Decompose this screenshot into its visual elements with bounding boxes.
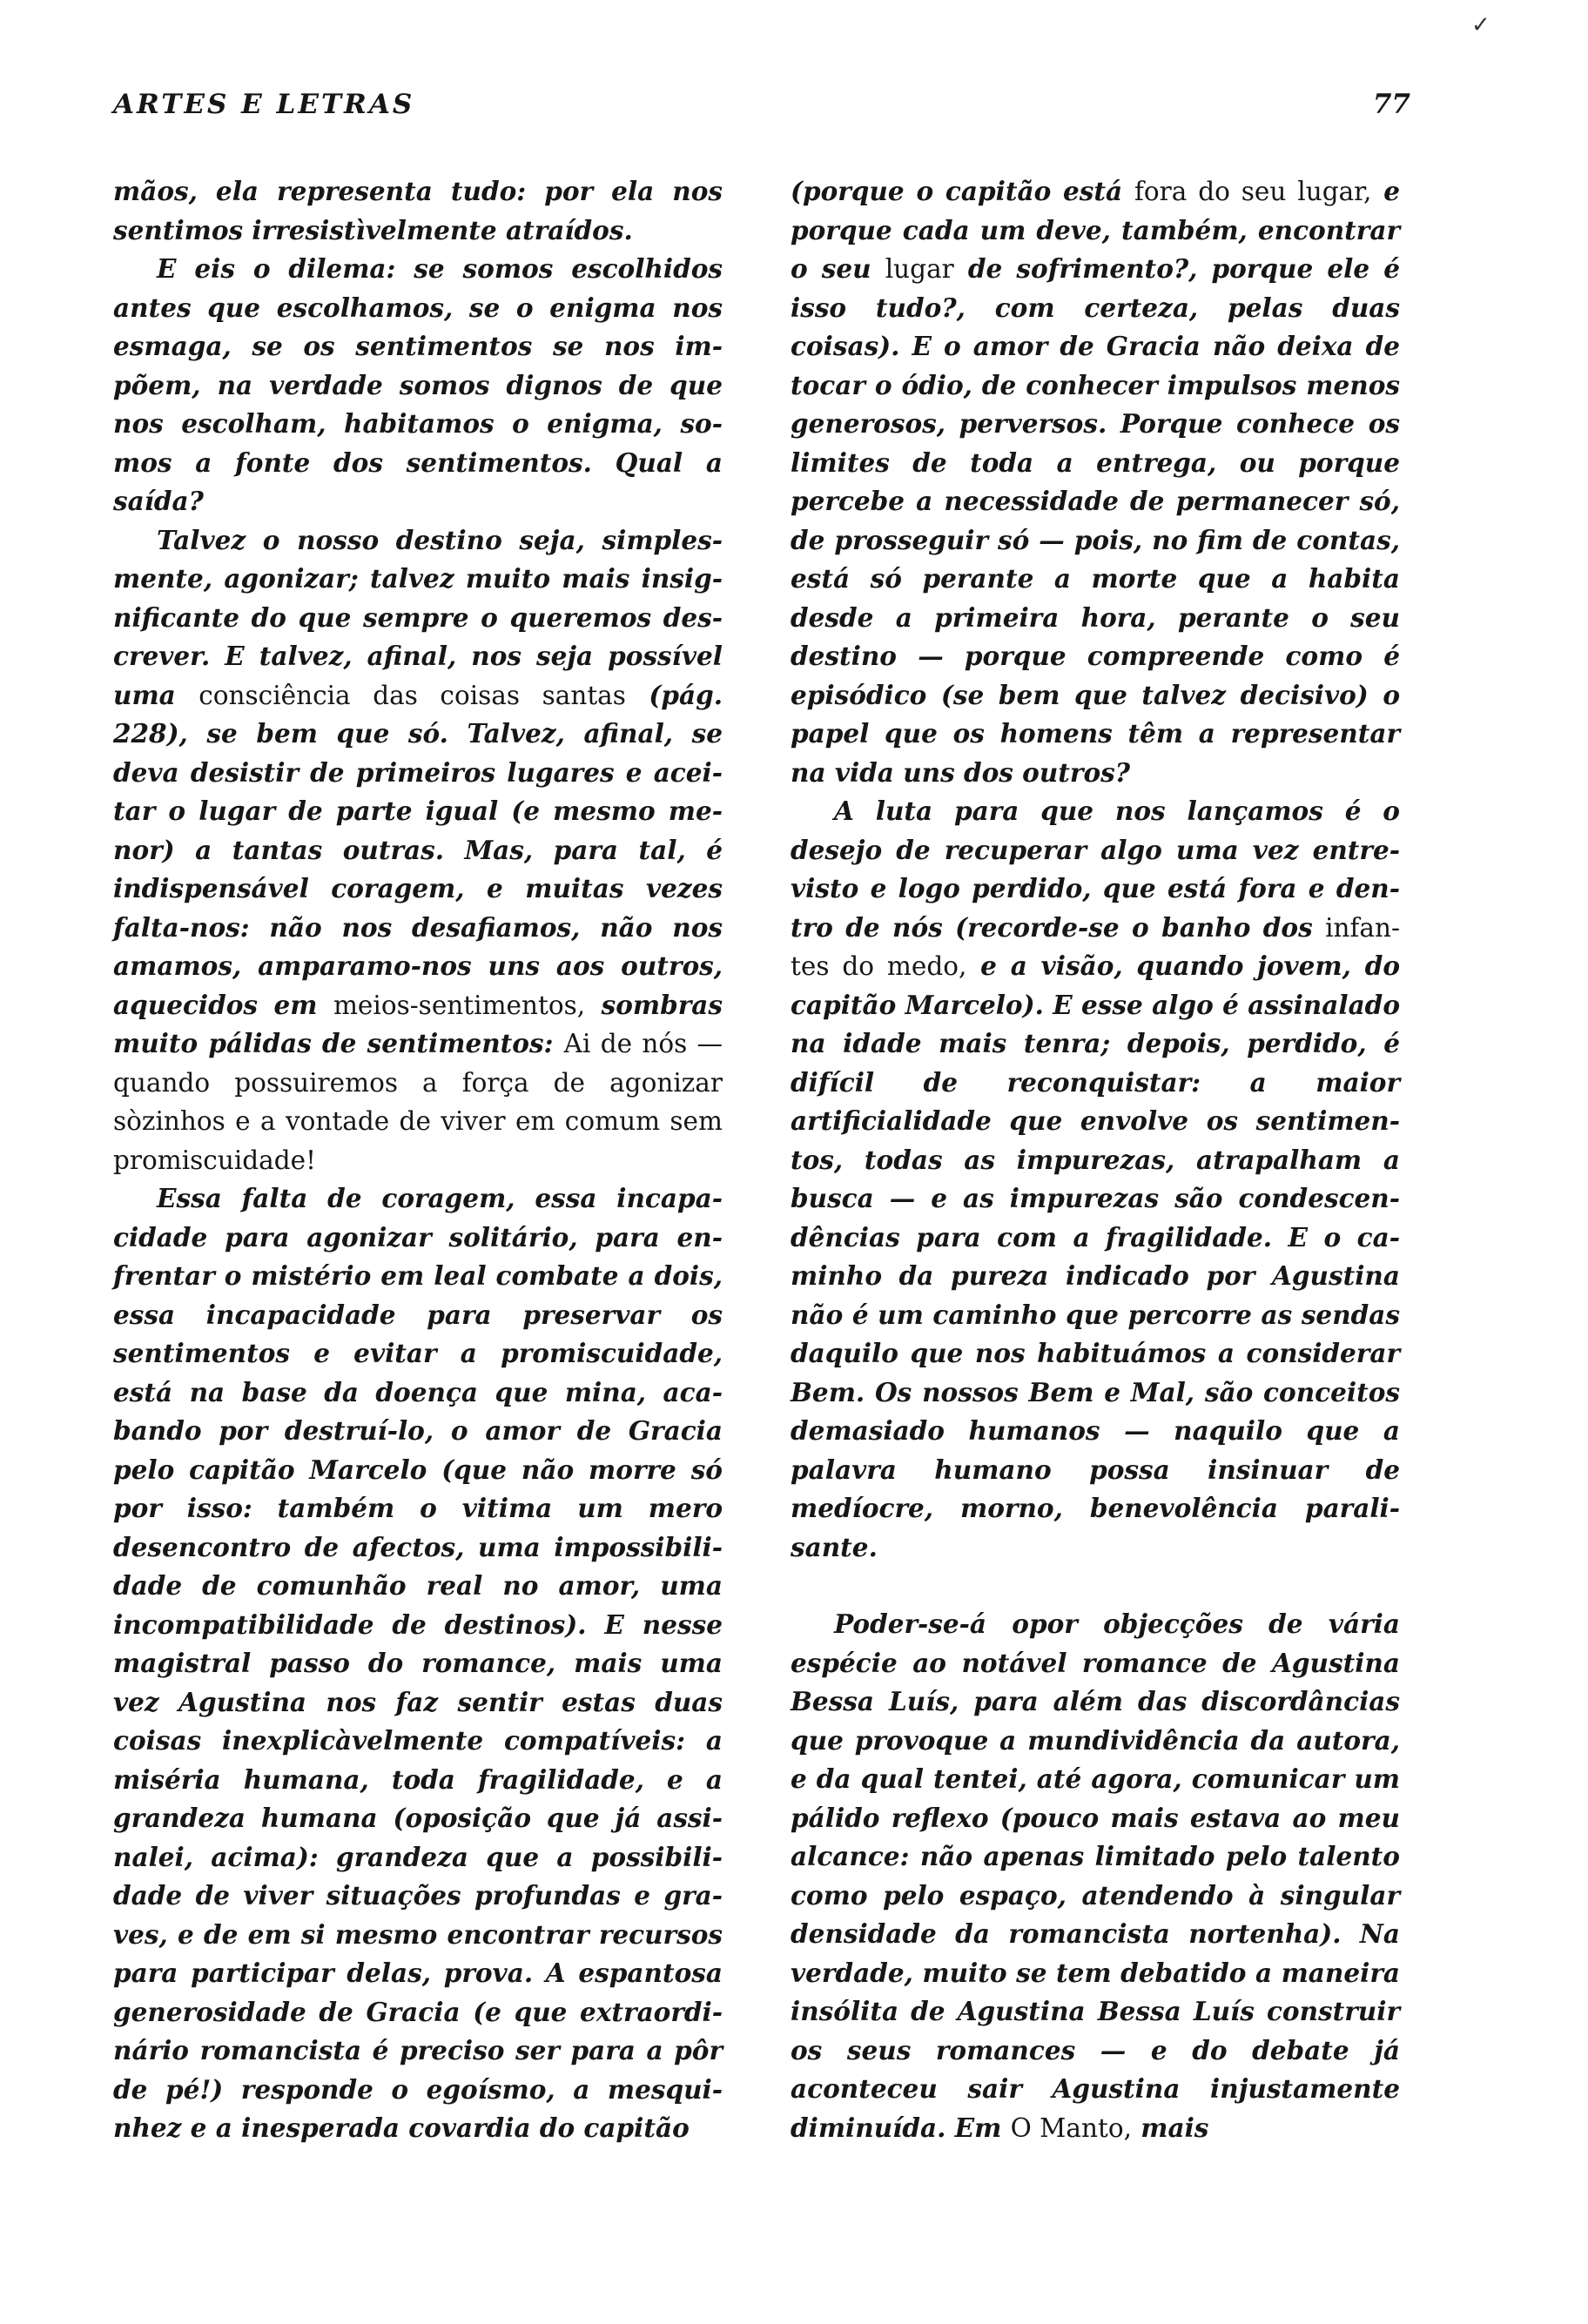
paragraph xyxy=(113,172,723,250)
right-column xyxy=(791,172,1400,2147)
paragraph xyxy=(791,172,1400,792)
paragraph xyxy=(791,792,1400,1567)
italic-text: de sofrimento?, porque ele é isso tudo?, com certeza, pelas duas coisas). E o amor de Gracia não deixa de tocar o ódio, de conhecer impulsos menos generosos, perversos. Porque conhece os limites de toda a entrega, ou porque percebe a necessidade de permanecer só, de prosseguir só — pois, no fim de contas, está só perante a morte que a habita desde a primeira hora, perante o seu destino — porque compreende como é episódico (se bem que talvez decisivo) o papel que os homens têm a representar na vida uns dos outros? xyxy=(791,253,1400,788)
italic-text: Talvez o nosso destino seja, simplesmente, agonizar; talvez muito mais insignificante do que sempre o queremos descrever. E talvez, afinal, nos seja possível uma xyxy=(113,524,723,710)
italic-text: (porque o capitão está xyxy=(791,176,1134,206)
header-title: ARTES E LETRAS xyxy=(113,89,415,120)
paragraph xyxy=(113,250,723,521)
roman-text: lugar xyxy=(885,254,954,284)
left-column xyxy=(113,172,723,2148)
paragraph xyxy=(113,521,723,1180)
roman-text: consciência das coisas santas xyxy=(198,680,626,710)
italic-text: e porque cada um deve, também, encontrar o seu xyxy=(791,176,1400,284)
roman-text: fora do seu lugar, xyxy=(1134,177,1372,206)
italic-text: sombras muito pálidas de sentimentos: xyxy=(113,989,723,1058)
page-number: 77 xyxy=(1372,89,1410,120)
running-header xyxy=(113,89,1410,132)
roman-text: meios-sentimentos, xyxy=(333,990,586,1020)
roman-text: O Manto, xyxy=(1010,2112,1132,2143)
italic-text: (pág. 228), se bem que só. Talvez, afinal, se deva desistir de primeiros lugares e aceitar o lugar de parte igual (e mesmo menor) a tantas outras. Mas, para tal, é indispensável coragem, e muitas vezes falta-nos: não nos desafiamos, não nos amamos, amparamo-nos uns aos outros, aquecidos em xyxy=(113,679,723,1020)
italic-text: E eis o dilema: se somos escolhidos antes que escolhamos, se o enigma nos esmaga, se os sentimentos se nos impõem, na verdade somos dignos de que nos escolham, habitamos o enigma, somos a fonte dos sentimentos. Qual a saída? xyxy=(113,253,723,516)
roman-text: infantes do medo, xyxy=(791,912,1400,981)
italic-text: mais xyxy=(1131,2112,1209,2143)
italic-text: A luta para que nos lançamos é o desejo de recuperar algo uma vez entrevisto e logo perdido, que está fora e dentro de nós (recorde-se o banho dos xyxy=(791,796,1400,943)
italic-text: mãos, ela representa tudo: por ela nos sentimos irresistìvelmente atraídos. xyxy=(113,176,723,245)
italic-text: e a visão, quando jovem, do capitão Marcelo). E esse algo é assinalado na idade mais tenra; depois, perdido, é difícil de reconquistar: a maior artificialidade que envolve os sentimentos, todas as impurezas, atrapalham a busca — e as impurezas são condescendências para com a fragilidade. E o caminho da pureza indicado por Agustina não é um caminho que percorre as sendas daquilo que nos habituámos a considerar Bem. Os nossos Bem e Mal, são conceitos demasiado humanos — naquilo que a palavra humano possa insinuar de medíocre, morno, benevolência paralisante. xyxy=(791,950,1400,1562)
italic-text: Poder-se-á opor objecções de vária espécie ao notável romance de Agustina Bessa Luís, para além das discordâncias que provoque a mundividência da autora, e da qual tentei, até agora, comunicar um pálido reflexo (pouco mais estava ao meu alcance: não apenas limitado pelo talento como pelo espaço, atendendo à singular densidade da romancista nortenha). Na verdade, muito se tem debatido a maneira insólita de Agustina Bessa Luís construir os seus romances — e do debate já aconteceu sair Agustina injustamente diminuída. Em xyxy=(791,1609,1400,2143)
paragraph xyxy=(113,1179,723,2148)
italic-text: Essa falta de coragem, essa incapacidade para agonizar solitário, para enfrentar o mistério em leal combate a dois, essa incapacidade para preservar os sentimentos e evitar a promiscuidade, está na base da doença que mina, acabando por destruí-lo, o amor de Gracia pelo capitão Marcelo (que não morre só por isso: também o vitima um mero desencontro de afectos, uma impossibilidade de comunhão real no amor, uma incompatibilidade de destinos). E nesse magistral passo do romance, mais uma vez Agustina nos faz sentir estas duas coisas inexplicàvelmente compatíveis: a miséria humana, toda fragilidade, e a grandeza humana (oposição que já assinalei, acima): grandeza que a possibilidade de viver situações profundas e graves, e de em si mesmo encontrar recursos para participar delas, prova. A espantosa generosidade de Gracia (e que extraordinário romancista é preciso ser para a pôr de pé!) responde o egoísmo, a mesquinhez e a inesperada covardia do capitão xyxy=(113,1183,723,2143)
paragraph xyxy=(791,1605,1400,2147)
roman-text: Ai de nós — quando possuiremos a força de agonizar sòzinhos e a vontade de viver em comum sem promiscuidade! xyxy=(113,1029,723,1175)
corner-check-mark: ✓ xyxy=(1471,12,1490,38)
